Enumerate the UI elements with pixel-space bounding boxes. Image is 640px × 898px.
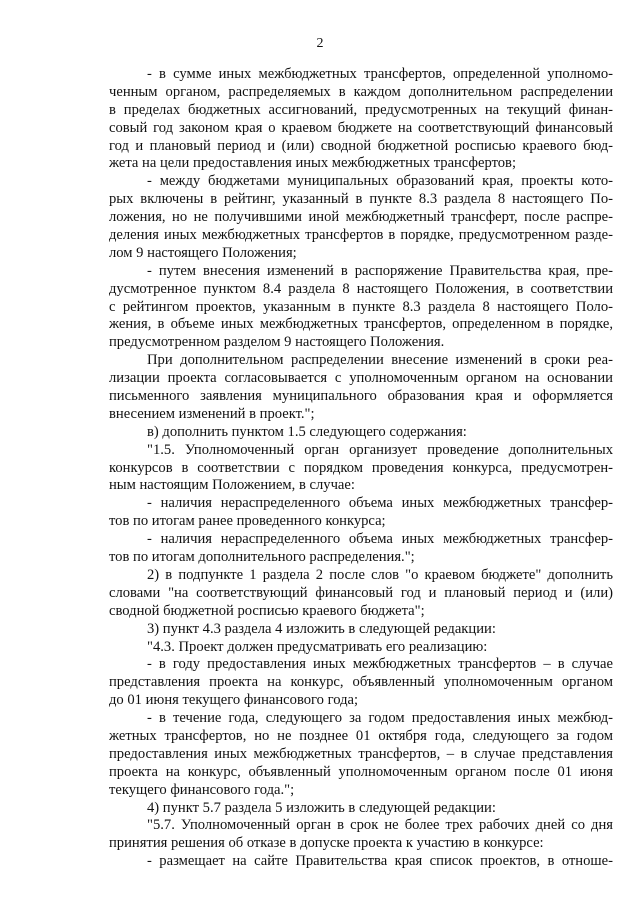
text-line: с рейтингом проектов, указанным в пункте 8.3 раздела 8 настоящего Поло- [109, 298, 613, 315]
text-line: - между бюджетами муниципальных образований края, проекты кото- [147, 173, 613, 190]
text-line: конкурсов в соответствии с порядком проведения конкурса, предусмотрен- [109, 459, 613, 476]
text-line: деления иных межбюджетных трансфертов в порядке, предусмотренном разде- [109, 227, 613, 244]
text-line: жения, в объеме иных межбюджетных трансфертов, определенном в порядке, [109, 316, 613, 333]
text-line: "5.7. Уполномоченный орган в срок не более трех рабочих дней со дня [147, 817, 613, 834]
text-line: ным настоящим Положением, в случае: [109, 477, 355, 494]
text-line: письменного заявления муниципального образования края и оформляется [109, 388, 613, 405]
text-line: предусмотренном разделом 9 настоящего Положения. [109, 334, 445, 351]
text-line: представления проекта на конкурс, объявленный уполномоченным органом [109, 674, 613, 691]
text-line: проекта на конкурс, объявленный уполномоченным органом после 01 июня [109, 763, 613, 780]
text-line: "4.3. Проект должен предусматривать его реализацию: [147, 638, 488, 655]
text-line: - наличия нераспределенного объема иных межбюджетных трансфер- [147, 495, 613, 512]
text-line: лизации проекта согласовывается с уполномоченным органом на основании [109, 370, 613, 387]
text-line: рых включены в рейтинг, указанный в пункте 8.3 раздела 8 настоящего По- [109, 191, 613, 208]
text-line: дусмотренное пунктом 8.4 раздела 8 настоящего Положения, в соответствии [109, 280, 613, 297]
text-line: принятия решения об отказе в допуске проекта к участию в конкурсе: [109, 835, 544, 852]
text-line: жетных трансфертов, но не позднее 01 октября года, следующего за годом [109, 727, 613, 744]
text-line: лом 9 настоящего Положения; [109, 244, 297, 261]
text-line: 2) в подпункте 1 раздела 2 после слов "о краевом бюджете" дополнить [147, 566, 613, 583]
text-line: ченным органом, распределяемых в каждом дополнительном распределении [109, 83, 613, 100]
text-line: сводной бюджетной росписью краевого бюджета"; [109, 602, 425, 619]
document-text [109, 66, 613, 871]
text-line: текущего финансового года."; [109, 781, 295, 798]
text-line: - размещает на сайте Правительства края список проектов, в отноше- [147, 853, 613, 870]
text-line: При дополнительном распределении внесение изменений в сроки реа- [147, 352, 613, 369]
page-number: 2 [316, 36, 324, 51]
text-line: тов по итогам ранее проведенного конкурса; [109, 513, 386, 530]
text-line: предоставления иных межбюджетных трансфертов, – в случае представления [109, 745, 613, 762]
text-line: - путем внесения изменений в распоряжение Правительства края, пре- [147, 262, 613, 279]
text-line: словами "на соответствующий финансовый год и плановый период и (или) [109, 584, 613, 601]
text-line: в) дополнить пунктом 1.5 следующего содержания: [147, 423, 467, 440]
text-line: 3) пункт 4.3 раздела 4 изложить в следующей редакции: [147, 620, 496, 637]
text-line: совый год законом края о краевом бюджете на соответствующий финансовый [109, 119, 613, 136]
text-line: жета на цели предоставления иных межбюджетных трансфертов; [109, 155, 516, 172]
text-line: - в течение года, следующего за годом предоставления иных межбюд- [147, 710, 613, 727]
text-line: тов по итогам дополнительного распределения."; [109, 549, 415, 566]
text-line: - наличия нераспределенного объема иных межбюджетных трансфер- [147, 531, 613, 548]
text-line: внесением изменений в проект."; [109, 405, 315, 422]
text-line: год и плановый период и (или) сводной бюджетной росписью краевого бюд- [109, 137, 613, 154]
text-line: "1.5. Уполномоченный орган организует проведение дополнительных [147, 441, 613, 458]
text-line: - в сумме иных межбюджетных трансфертов, определенной уполномо- [147, 66, 613, 82]
text-line: ложения, но не получившими иной межбюджетный трансферт, после распре- [109, 209, 613, 226]
text-line: - в году предоставления иных межбюджетных трансфертов – в случае [147, 656, 613, 673]
text-line: до 01 июня текущего финансового года; [109, 692, 359, 709]
text-line: в пределах бюджетных ассигнований, предусмотренных на текущий финан- [109, 101, 613, 118]
text-line: 4) пункт 5.7 раздела 5 изложить в следующей редакции: [147, 799, 496, 816]
